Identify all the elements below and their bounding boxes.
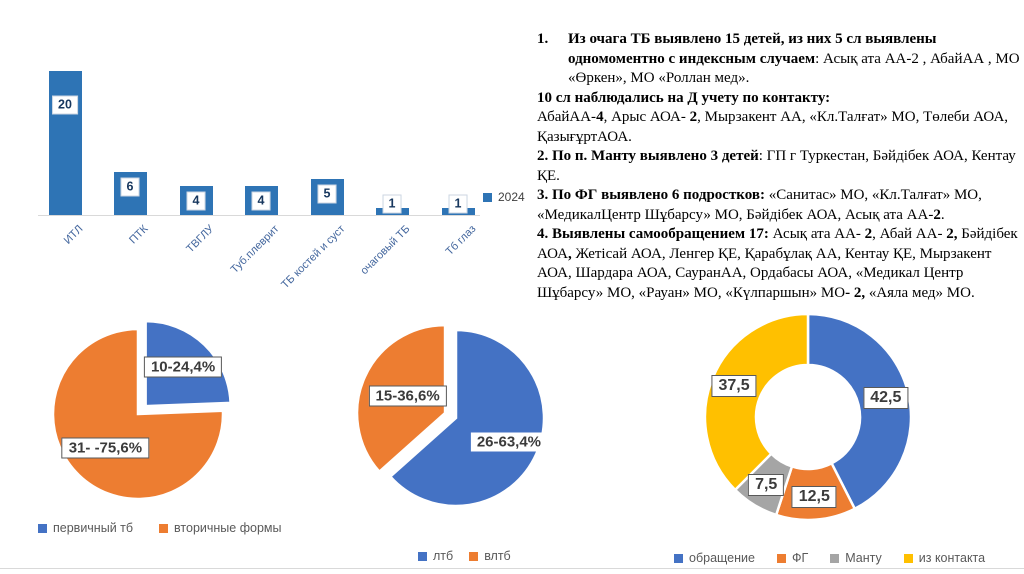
bar-chart — [28, 35, 525, 307]
category-label: очаговый ТБ — [358, 223, 413, 278]
notes-text-segment: «Санитас» МО, «Кл.Талғат» МО, «МедикалЦентр Шұбарсу» МО, Бәйдібек АОА, Асық ата АА- — [537, 187, 982, 223]
notes-text-segment: . — [940, 206, 945, 223]
legend-swatch-mantu — [830, 554, 839, 563]
bar-value-label: 1 — [449, 194, 468, 213]
notes-text-segment: 4 — [596, 109, 604, 125]
notes-text-segment: 2 — [864, 226, 873, 242]
donut-detection-method-data-label: 42,5 — [863, 387, 908, 409]
notes-text-segment: , Арыс АОА- — [603, 109, 690, 125]
bar-value-label: 4 — [187, 192, 206, 211]
bar-chart-legend — [483, 190, 525, 204]
pie-primary-vs-secondary — [35, 315, 245, 515]
notes-text-segment: , — [568, 245, 572, 262]
notes-text-segment: Асық ата АА- — [768, 226, 865, 242]
donut-legend — [674, 551, 985, 565]
donut-detection-method-slice-из контакта — [705, 314, 808, 490]
legend-item-iz-kontakta — [904, 551, 985, 565]
notes-paragraph-1 — [537, 30, 1024, 89]
notes-text-segment: 2 — [689, 109, 698, 125]
legend-label-mantu: Манту — [845, 551, 882, 565]
legend-label-primary-tb: первичный тб — [53, 521, 134, 535]
pie2-legend — [418, 549, 511, 563]
legend-label-vltb: влтб — [484, 549, 511, 563]
legend-item-obrashchenie — [674, 551, 755, 565]
notes-paragraph-3 — [537, 108, 1024, 147]
notes-text-segment: 2 — [933, 206, 941, 223]
legend-swatch-2024 — [483, 193, 492, 202]
bar-value-label: 5 — [318, 185, 337, 204]
category-label: ИТЛ — [61, 223, 86, 247]
notes-text-segment: 10 сл наблюдались на Д учету по контакту: — [537, 89, 831, 106]
pie-ltb-vs-vltb-data-label: 26-63,4% — [471, 432, 547, 451]
notes-text-segment: 2, — [946, 226, 958, 242]
x-axis-line — [38, 215, 480, 216]
notes-text-segment: , Абай АА- — [872, 226, 947, 242]
pie1-legend — [38, 521, 281, 535]
notes-text-segment: , Мырзакент АА, «Кл.Талғат» МО, Төлеби АОА, ҚазығұртАОА. — [537, 109, 1009, 145]
legend-label-iz-kontakta: из контакта — [918, 551, 986, 565]
bar-value-label: 20 — [52, 96, 78, 115]
legend-label-2024: 2024 — [498, 190, 525, 204]
legend-swatch-fg — [777, 554, 786, 563]
notes-text-segment: АбайАА- — [537, 109, 597, 125]
slide-bottom-divider — [0, 568, 1024, 569]
notes-text-segment: 4. Выявлены самообращением 17: — [537, 226, 769, 242]
notes-text-block — [537, 30, 1024, 303]
pie-ltb-vs-vltb-data-label: 15-36,6% — [369, 386, 447, 407]
category-label: ТБ костей и суст — [279, 223, 348, 292]
category-label: ПТК — [127, 223, 151, 247]
legend-label-secondary-forms: вторичные формы — [174, 521, 282, 535]
notes-text-segment: - 2, — [845, 284, 866, 301]
legend-swatch-iz-kontakta — [904, 554, 913, 563]
notes-paragraph-number: 1. — [537, 31, 549, 47]
notes-text-segment: : Асық ата АА-2 , АбайАА , МО «Өркен», МО «Роллан мед». — [568, 50, 1020, 86]
notes-paragraph-4 — [537, 147, 1024, 186]
category-label: Тб глаз — [443, 223, 479, 258]
legend-swatch-obrashchenie — [674, 554, 683, 563]
pie-ltb-vs-vltb — [350, 320, 570, 520]
notes-paragraph-6 — [537, 225, 1024, 303]
legend-label-fg: ФГ — [791, 551, 809, 565]
legend-item-fg — [777, 551, 808, 565]
pie-primary-vs-secondary-data-label: 10-24,4% — [144, 357, 222, 378]
bar-ИТЛ — [49, 71, 82, 215]
legend-item-secondary-forms — [159, 521, 281, 535]
notes-text-segment: 3. По ФГ выявлено 6 подростков: — [537, 187, 765, 203]
notes-text-segment: : ГП г Туркестан, Бәйдібек АОА, Кентау ҚЕ. — [537, 148, 1016, 184]
donut-detection-method-data-label: 37,5 — [712, 375, 757, 397]
donut-detection-method-data-label: 7,5 — [748, 474, 784, 496]
notes-paragraph-2 — [537, 89, 1024, 109]
legend-item-ltb — [418, 549, 453, 563]
notes-paragraph-5 — [537, 186, 1024, 225]
notes-text-segment: «Аяла мед» МО. — [865, 284, 975, 301]
legend-item-primary-tb — [38, 521, 133, 535]
pie-primary-vs-secondary-data-label: 31- -75,6% — [62, 437, 149, 458]
bar-value-label: 4 — [252, 192, 271, 211]
category-label: Туб.плеврит — [228, 223, 282, 276]
bar-value-label: 6 — [121, 177, 140, 196]
notes-text-segment: Из очага ТБ выявлено 15 детей, из них 5 сл выявлены одномоментно с индексным случаем — [568, 31, 937, 67]
legend-swatch-ltb — [418, 552, 427, 561]
donut-detection-method-data-label: 12,5 — [792, 486, 837, 508]
legend-item-vltb — [469, 549, 511, 563]
legend-item-mantu — [830, 551, 882, 565]
bar-value-label: 1 — [383, 194, 402, 213]
legend-swatch-vltb — [469, 552, 478, 561]
legend-swatch-secondary-forms — [159, 524, 168, 533]
notes-text-segment: Жетісай АОА, Ленгер ҚЕ, Қарабұлақ АА, Кентау ҚЕ, Мырзакент АОА, Шардара АОА, СауранАА, Ордабасы АОА, «Медикал Центр Шұбарсу» МО, «Рауан» МО, «Күлпаршын» МО — [537, 245, 992, 301]
legend-swatch-primary-tb — [38, 524, 47, 533]
legend-label-obrashchenie: обращение — [689, 551, 755, 565]
notes-text-segment: 2. По п. Манту выявлено 3 детей — [537, 148, 759, 164]
legend-label-ltb: лтб — [433, 549, 454, 563]
notes-text-segment: Бәйдібек АОА — [537, 226, 1018, 262]
category-label: ТВГЛУ — [184, 223, 217, 256]
